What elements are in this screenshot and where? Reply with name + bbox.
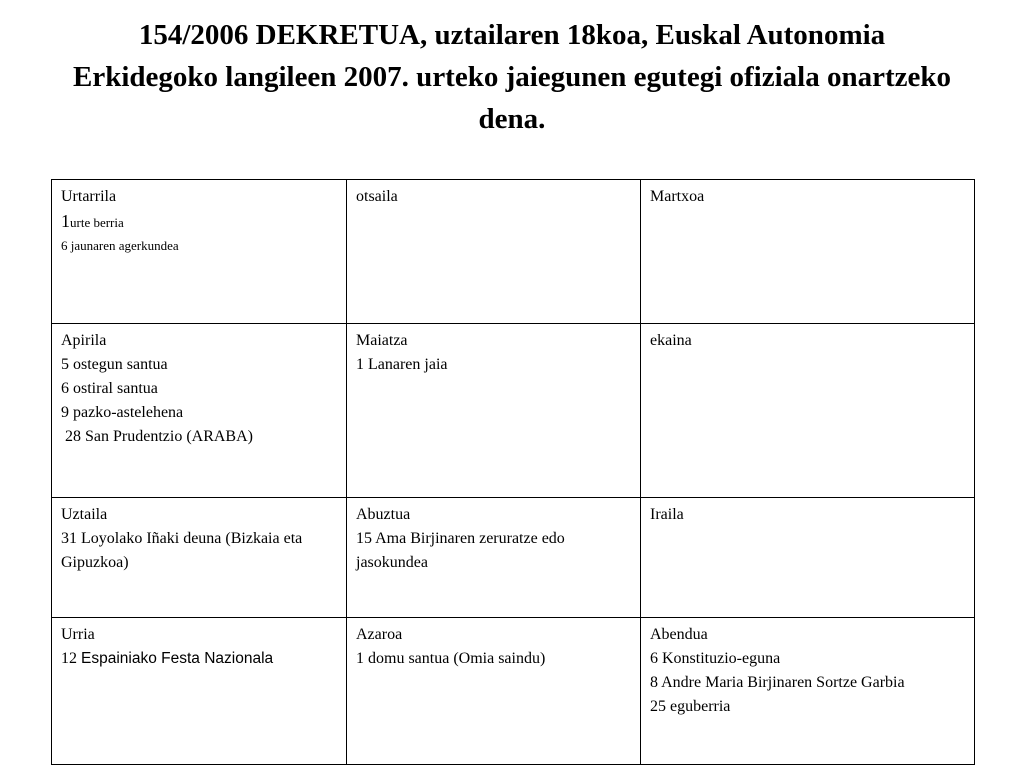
holiday-entry: 28 San Prudentzio (ARABA) <box>61 428 253 445</box>
holiday-entry <box>61 209 338 235</box>
month-cell-iraila <box>641 498 975 618</box>
month-name: ekaina <box>650 332 692 349</box>
table-row <box>52 498 975 618</box>
document-title <box>0 14 1024 140</box>
title-line-3: dena. <box>478 103 546 135</box>
holiday-entry: 8 Andre Maria Birjinaren Sortze Garbia <box>650 674 905 691</box>
month-cell-urtarrila <box>52 180 347 324</box>
holiday-entry: 6 Konstituzio-eguna <box>650 650 781 667</box>
month-name: Apirila <box>61 332 107 349</box>
month-name: Uztaila <box>61 506 108 523</box>
month-name: Urria <box>61 626 95 643</box>
month-cell-otsaila <box>347 180 641 324</box>
month-name: Martxoa <box>650 188 705 205</box>
month-name: Iraila <box>650 506 684 523</box>
month-name: Abuztua <box>356 506 411 523</box>
holiday-entry: 1 Lanaren jaia <box>356 356 448 373</box>
holiday-entry: 6 jaunaren agerkundea <box>61 238 179 253</box>
month-cell-maiatza <box>347 324 641 498</box>
table-row <box>52 180 975 324</box>
table-row <box>52 324 975 498</box>
holiday-entry: 15 Ama Birjinaren zeruratze edo jasokundea <box>356 530 565 571</box>
month-cell-abendua <box>641 618 975 765</box>
holiday-entry: 25 eguberria <box>650 698 731 715</box>
title-line-1: 154/2006 DEKRETUA, uztailaren 18koa, Euskal Autonomia <box>138 19 886 51</box>
month-cell-martxoa <box>641 180 975 324</box>
holiday-label: Espainiako Festa Nazionala <box>81 650 274 667</box>
table-row <box>52 618 975 765</box>
month-name: Abendua <box>650 626 708 643</box>
month-cell-apirila <box>52 324 347 498</box>
month-cell-ekaina <box>641 324 975 498</box>
month-cell-urria <box>52 618 347 765</box>
holiday-entry: 6 ostiral santua <box>61 380 158 397</box>
holiday-entry <box>61 647 338 671</box>
holiday-label: urte berria <box>70 215 124 230</box>
holiday-entry: 5 ostegun santua <box>61 356 168 373</box>
holiday-calendar-table <box>51 179 975 765</box>
month-name: Azaroa <box>356 626 403 643</box>
holiday-day: 12 <box>61 650 81 667</box>
title-line-2: Erkidegoko langileen 2007. urteko jaiegunen egutegi ofiziala onartzeko <box>72 61 951 93</box>
month-name: Maiatza <box>356 332 408 349</box>
month-cell-uztaila <box>52 498 347 618</box>
holiday-entry: 9 pazko-astelehena <box>61 404 184 421</box>
month-cell-abuztua <box>347 498 641 618</box>
holiday-entry: 1 domu santua (Omia saindu) <box>356 650 546 667</box>
holiday-day: 1 <box>61 211 70 231</box>
month-cell-azaroa <box>347 618 641 765</box>
month-name: otsaila <box>356 188 398 205</box>
holiday-entry: 31 Loyolako Iñaki deuna (Bizkaia eta Gipuzkoa) <box>61 530 303 571</box>
month-name: Urtarrila <box>61 188 117 205</box>
